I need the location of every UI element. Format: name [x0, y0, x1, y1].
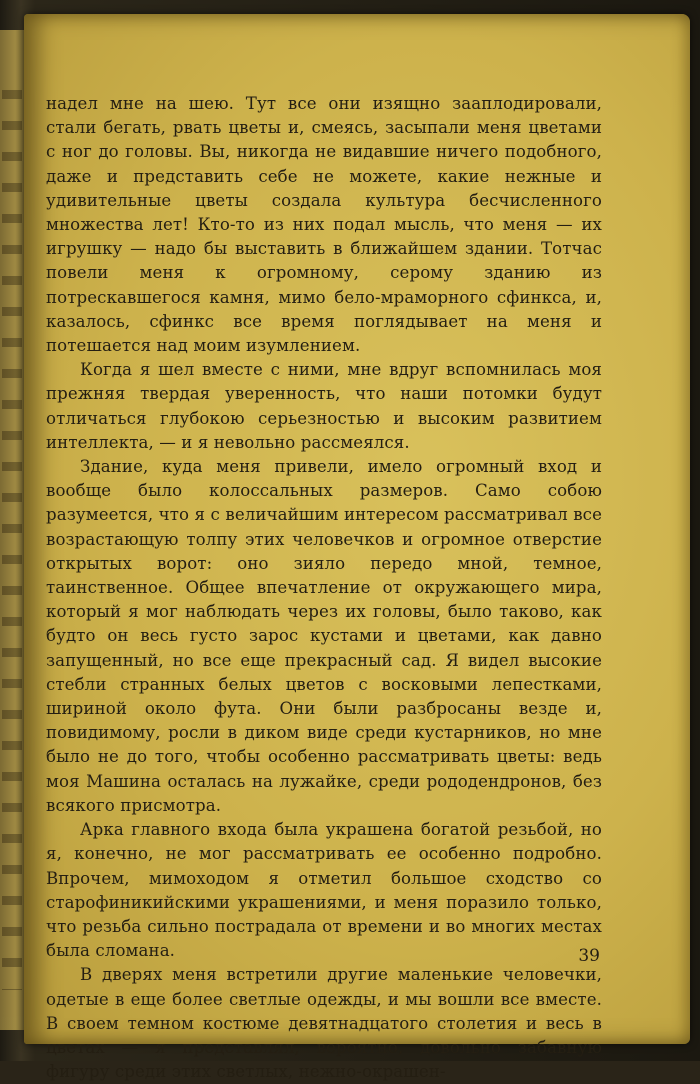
paragraph: Здание, куда меня привели, имело огромный вход и вообще было колоссальных размеров. Само собою разумеется, что я с величайшим интересом рассматривал все возрастающую толпу этих человечков и огромное отверстие открытых ворот: оно зияло передо мной, темное, таинственное. Общее впечатление от окружающего мира, который я мог наблюдать через их головы, было таково, как будто он весь густо зарос кустами и цветами, как давно запущенный, но все еще прекрасный сад. Я видел высокие стебли странных белых цветов с восковыми лепестками, шириной около фута. Они были разбросаны везде и, повидимому, росли в диком виде среди кустарников, но мне было не до того, чтобы особенно рассматривать цветы: ведь моя Машина осталась на лужайке, среди рододендронов, без всякого присмотра.: [46, 457, 602, 815]
paragraph: Когда я шел вместе с ними, мне вдруг вспомнилась моя прежняя твердая уверенность, что наши потомки будут отличаться глубокою серьезностью и высоким развитием интеллекта, — и я невольно рассмеялся.: [46, 360, 602, 452]
paragraph: Арка главного входа была украшена богатой резьбой, но я, конечно, не мог рассматривать ее особенно подробно. Впрочем, мимоходом я отметил большое сходство со старофиникийскими украшениями, и меня поразило только, что резьба сильно пострадала от времени и во многих местах была сломана.: [46, 820, 602, 961]
paragraph: В дверях меня встретили другие маленькие человечки, одетые в еще более светлые одежды, и мы вошли все вместе. В своем темном костюме девятнадцатого столетия и весь в цветах — я представлял, вероятно, довольно забавную фигуру среди этих светлых, нежно-окрашен-: [46, 965, 602, 1082]
adjacent-page-text-fragments: [2, 90, 22, 990]
page-text: [46, 92, 602, 1084]
book-page: [24, 14, 690, 1082]
paragraph-continued: надел мне на шею. Тут все они изящно зааплодировали, стали бегать, рвать цветы и, смеясь, засыпали меня цветами с ног до головы. Вы, никогда не видавшие ничего подобного, даже и представить себе не можете, какие нежные и удивительные цветы создала культура бесчисленного множества лет! Кто-то из них подал мысль, что меня — их игрушку — надо бы выставить в ближайшем здании. Тотчас повели меня к огромному, серому зданию из потрескавшегося камня, мимо бело-мраморного сфинкса, и, казалось, сфинкс все время поглядывает на меня и потешается над моим изумлением.: [46, 94, 602, 356]
page-number: 39: [578, 946, 600, 966]
